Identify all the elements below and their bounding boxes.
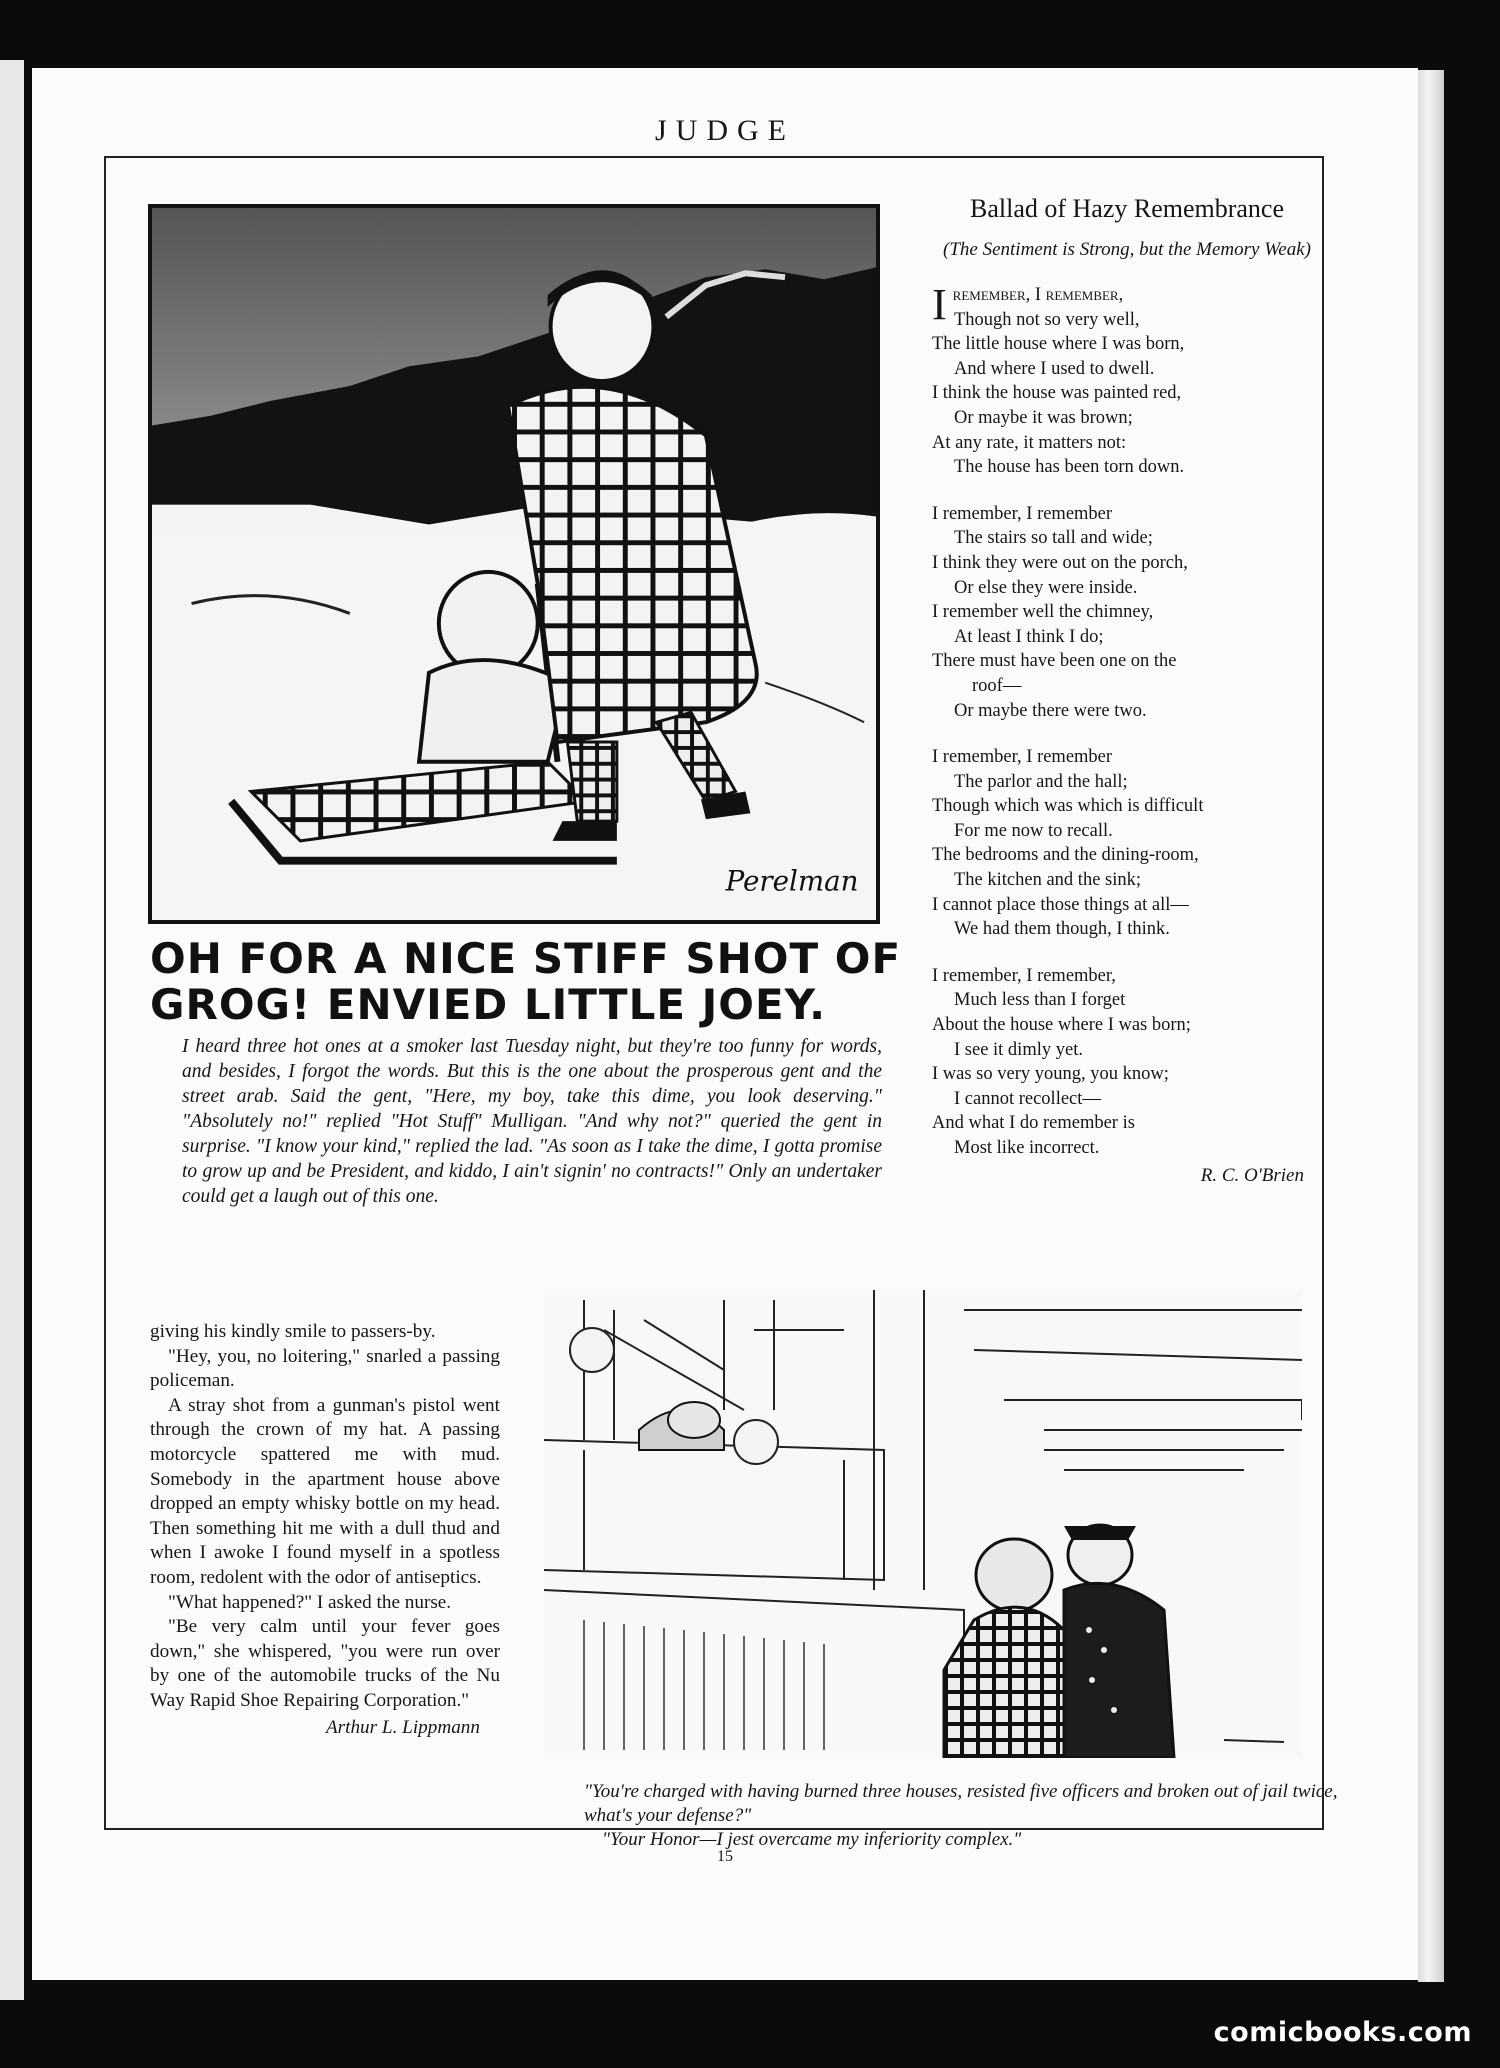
poem-line: remember, I remember, [952,285,1124,305]
poem-stanza-2 [932,502,1322,723]
poem-line: There must have been one on the [932,651,1177,672]
poem-line: The house has been torn down. [954,457,1185,478]
poem-line: Though which was which is difficult [932,796,1204,817]
story-paragraph: "What happened?" I asked the nurse. [168,1591,452,1613]
poem-author: R. C. O'Brien [1200,1164,1304,1186]
headline-line-2: GROG! ENVIED LITTLE JOEY. [150,980,827,1029]
poem-line: I cannot recollect— [954,1088,1101,1109]
poem-line: I see it dimly yet. [954,1039,1083,1060]
poem-line: I remember well the chimney, [932,602,1154,623]
story-author: Arthur L. Lippmann [325,1716,480,1738]
poem-line: The little house where I was born, [932,334,1185,355]
poem-stanza-4 [932,964,1322,1161]
poem-line: I remember, I remember [932,747,1113,768]
poem-line: I was so very young, you know; [932,1064,1169,1085]
magazine-page [32,68,1418,1980]
joke-paragraph: I heard three hot ones at a smoker last Tuesday night, but they're too funny for words, and besides, I forgot the words. But this is the one about the prosperous gent and the street arab. Said the gent, "Here, my boy, take this dime, you look deserving." "Absolutely no!" replied "Hot Stuff" Mulligan. "And why not?" queried the gent in surprise. "I know your kind," replied the lad. "As soon as I take the dime, I gotta promise to grow up and be President, and kiddo, I ain't signin' no contracts!" Only an undertaker could get a laugh out of this one. [182,1036,882,1207]
story-paragraph: A stray shot from a gunman's pistol went through the crown of my hat. A passing motorcycle spattered me with mud. Somebody in the apartment house above dropped an empty whisky bottle on my head. Then something hit me with a dull thud and when I awoke I found myself in a spotless room, redolent with the odor of antiseptics. [150,1394,500,1588]
facing-page-edge [0,60,24,2000]
story-column [150,1320,500,1740]
poem-line: The kitchen and the sink; [954,870,1142,891]
poem-line: We had them though, I think. [954,919,1170,940]
poem-line: roof— [972,675,1022,696]
caption-line-1: "You're charged with having burned three houses, resisted five officers and broken out of jail twice, what's your defense?" [584,1781,1338,1826]
courtroom-caption [584,1780,1344,1852]
poem-line: The parlor and the hall; [954,771,1128,792]
poem-line: Or maybe there were two. [954,700,1147,721]
poem-line: And where I used to dwell. [954,358,1155,379]
poem-line: Though not so very well, [954,309,1140,330]
poem-subtitle: (The Sentiment is Strong, but the Memory Weak) [943,239,1311,260]
poem-line: And what I do remember is [932,1113,1135,1134]
poem-line: At any rate, it matters not: [932,432,1127,453]
poem-line: Or else they were inside. [954,577,1138,598]
poem-line: Much less than I forget [954,990,1126,1011]
poem-line: Most like incorrect. [954,1138,1100,1158]
poem-line: The bedrooms and the dining-room, [932,845,1199,866]
sled-illustration [148,204,880,924]
poem-column [932,194,1322,1187]
poem-stanza-3 [932,745,1322,942]
illustration-signature: Perelman [725,864,859,898]
poem-line: For me now to recall. [954,820,1113,841]
drop-cap: I [932,280,947,329]
watermark-text: comicbooks.com [1213,2017,1472,2048]
poem-line: I think they were out on the porch, [932,552,1188,573]
poem-line: I think the house was painted red, [932,383,1182,404]
cartoon-headline [150,936,920,1028]
masthead: JUDGE [655,114,795,147]
story-paragraph: "Hey, you, no loitering," snarled a passing policeman. [150,1345,500,1392]
poem-line: I cannot place those things at all— [932,894,1189,915]
caption-line-2: "Your Honor—I jest overcame my inferiority complex." [602,1829,1022,1850]
poem-title: Ballad of Hazy Remembrance [969,194,1285,223]
poem-line: I remember, I remember, [932,965,1116,986]
story-paragraph: giving his kindly smile to passers-by. [150,1321,436,1342]
poem-line: Or maybe it was brown; [954,407,1133,428]
poem-line: At least I think I do; [954,626,1104,647]
story-paragraph: "Be very calm until your fever goes down," she whispered, "you were run over by one of the automobile trucks of the Nu Way Rapid Shoe Repairing Corporation." [150,1616,500,1711]
courtroom-illustration [544,1290,1302,1758]
poem-line: About the house where I was born; [932,1015,1191,1036]
poem-stanza-1 [932,280,1322,480]
headline-line-1: OH FOR A NICE STIFF SHOT OF [150,934,902,983]
page-stack-edge [1418,70,1444,1982]
poem-line: The stairs so tall and wide; [954,528,1153,549]
page-number: 15 [717,1848,733,1865]
poem-line: I remember, I remember [932,503,1113,524]
